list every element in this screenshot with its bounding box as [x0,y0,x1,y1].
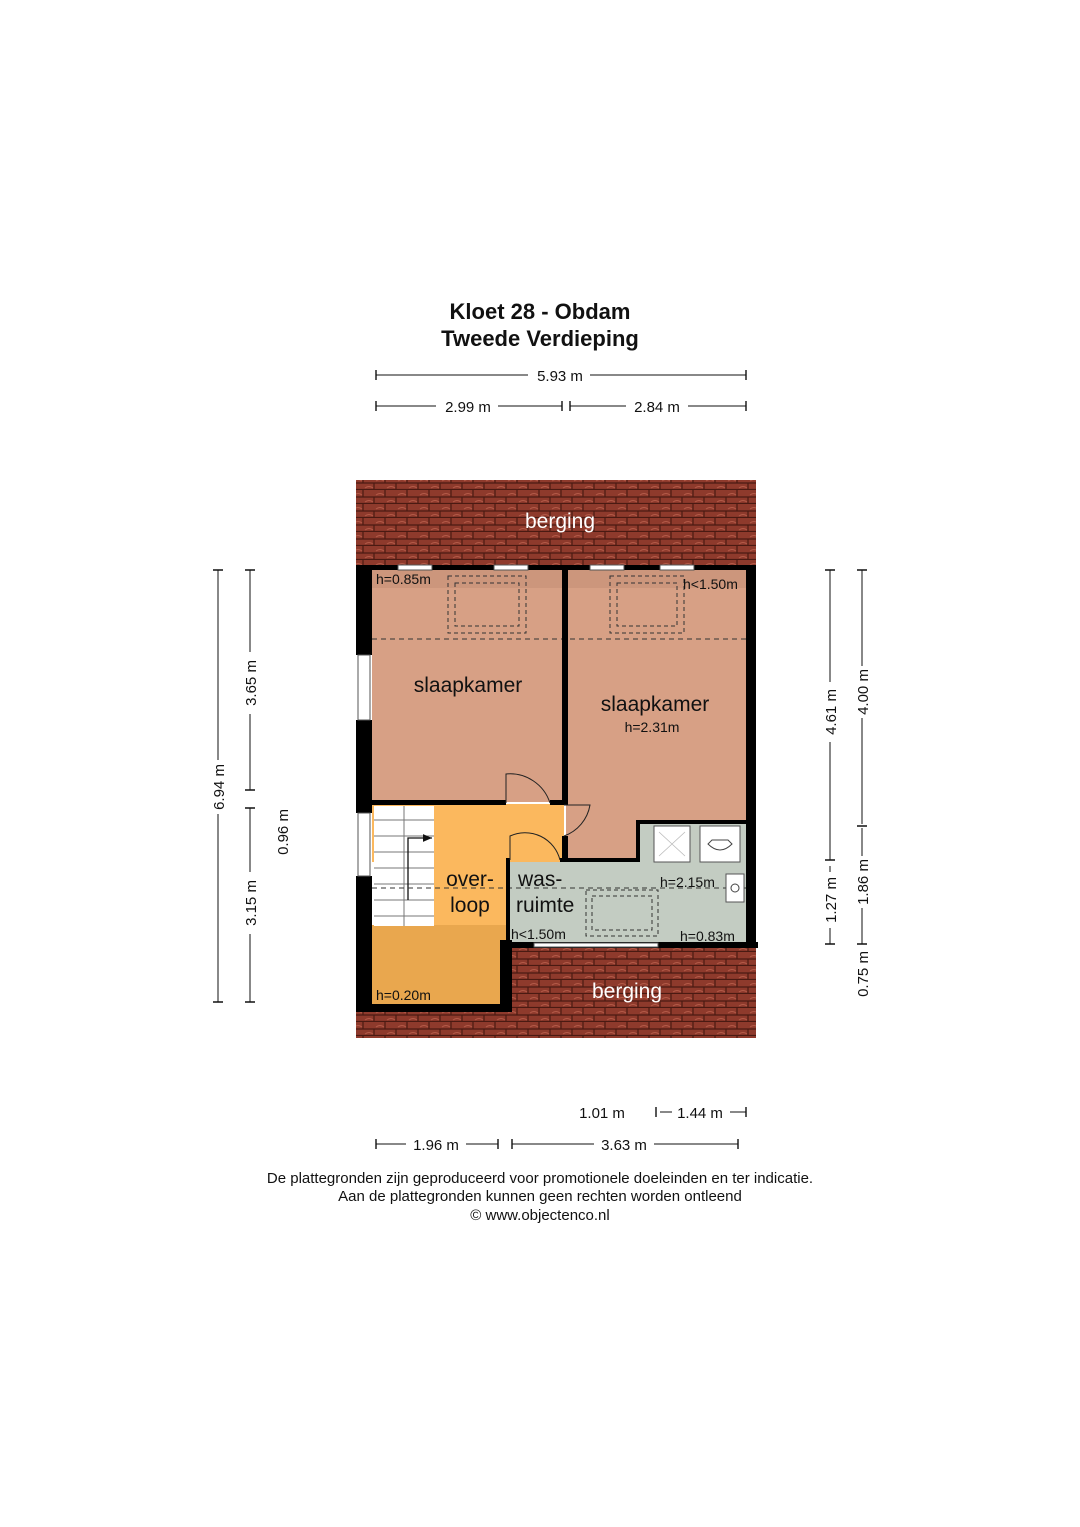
dim-left-lower: 3.15 m [243,880,260,926]
bedroom-right-low-height: h<1.50m [683,576,738,592]
dryer-icon [700,826,740,862]
bedroom-left-height: h=0.85m [376,571,431,587]
dim-right-outer-upper: 4.00 m [855,669,872,715]
storage-bottom-strip [356,1008,516,1038]
dim-right-inner-lower: 1.27 m [823,877,840,923]
dim-left-small: 0.96 m [275,809,292,855]
copyright-line: © www.objectenco.nl [470,1207,610,1224]
laundry-height-high: h=2.15m [660,874,715,890]
laundry-height-low: h<1.50m [511,926,566,942]
dim-right-inner-upper: 4.61 m [823,689,840,735]
dim-right-outer-lower: 0.75 m [855,951,872,997]
landing-label-line2: loop [450,894,490,917]
laundry-label-line2: ruimte [516,894,575,917]
plan-title: Kloet 28 - Obdam [449,299,631,324]
storage-bottom-label: berging [591,980,663,1003]
storage-top-label: berging [524,510,596,533]
plan-subtitle: Tweede Verdieping [441,326,639,351]
disclaimer-line-2: Aan de plattegronden kunnen geen rechten worden ontleend [338,1188,742,1205]
dim-right-outer-mid: 1.86 m [855,859,872,905]
sink-icon [726,874,744,902]
dim-top-right: 2.84 m [634,399,680,416]
landing-height: h=0.20m [376,987,431,1003]
dim-bottom-small-right: 1.44 m [677,1105,723,1122]
bedroom-left-label: slaapkamer [413,674,523,697]
dim-left-total: 6.94 m [211,764,228,810]
washing-machine-icon [654,826,690,862]
laundry-label-line1: was- [518,868,563,891]
laundry-height-min: h=0.83m [680,928,735,944]
dim-bottom-right: 3.63 m [601,1137,647,1154]
dim-bottom-small-left: 1.01 m [579,1105,625,1122]
dim-left-upper: 3.65 m [243,660,260,706]
dim-bottom-left: 1.96 m [413,1137,459,1154]
dim-top-left: 2.99 m [445,399,491,416]
bedroom-right-height: h=2.31m [624,719,680,735]
disclaimer-line-1: De plattegronden zijn geproduceerd voor promotionele doeleinden en ter indicatie. [266,1170,814,1187]
bedroom-right-label: slaapkamer [600,693,710,716]
landing-label-line1: over- [446,868,494,891]
dim-top-total: 5.93 m [537,368,583,385]
